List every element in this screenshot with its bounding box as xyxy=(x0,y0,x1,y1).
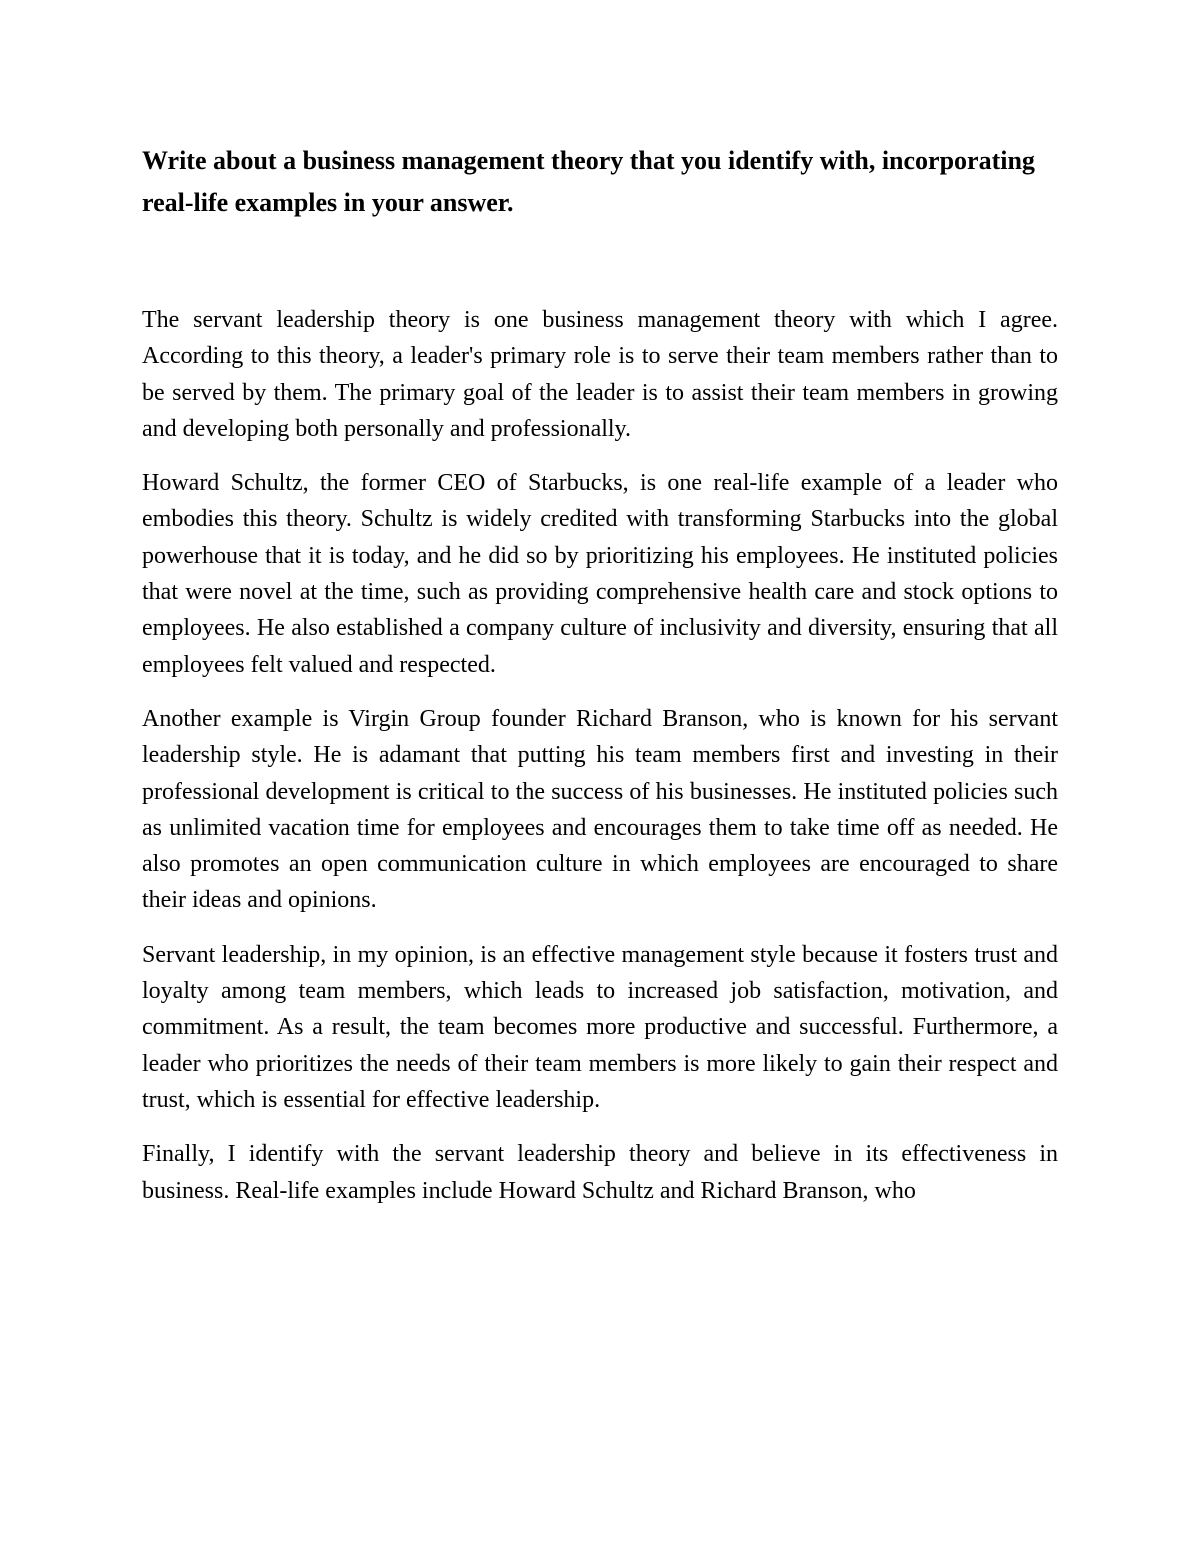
paragraph-richard-branson: Another example is Virgin Group founder Richard Branson, who is known for his servant leadership style. He is adamant that putting his team members first and investing in their professional development is critical to the success of his businesses. He instituted policies such as unlimited vacation time for employees and encourages them to take time off as needed. He also promotes an open communication culture in which employees are encouraged to share their ideas and opinions. xyxy=(142,705,1058,914)
paragraph-intro: The servant leadership theory is one business management theory with which I agree. According to this theory, a leader's primary role is to serve their team members rather than to be served by them. The primary goal of the leader is to assist their team members in growing and developing both personally and professionally. xyxy=(142,307,1058,442)
document-body xyxy=(142,302,1058,1227)
paragraph-conclusion: Finally, I identify with the servant leadership theory and believe in its effectiveness in business. Real-life examples include Howard Schultz and Richard Branson, who xyxy=(142,1141,1058,1204)
paragraph-opinion: Servant leadership, in my opinion, is an effective management style because it fosters trust and loyalty among team members, which leads to increased job satisfaction, motivation, and commitment. As a result, the team becomes more productive and successful. Furthermore, a leader who prioritizes the needs of their team members is more likely to gain their respect and trust, which is essential for effective leadership. xyxy=(142,941,1058,1113)
document-title: Write about a business management theory that you identify with, incorporating real-life examples in your answer. xyxy=(142,146,1035,217)
paragraph-howard-schultz: Howard Schultz, the former CEO of Starbucks, is one real-life example of a leader who embodies this theory. Schultz is widely credited with transforming Starbucks into the global powerhouse that it is today, and he did so by prioritizing his employees. He instituted policies that were novel at the time, such as providing comprehensive health care and stock options to employees. He also established a company culture of inclusivity and diversity, ensuring that all employees felt valued and respected. xyxy=(142,470,1058,678)
